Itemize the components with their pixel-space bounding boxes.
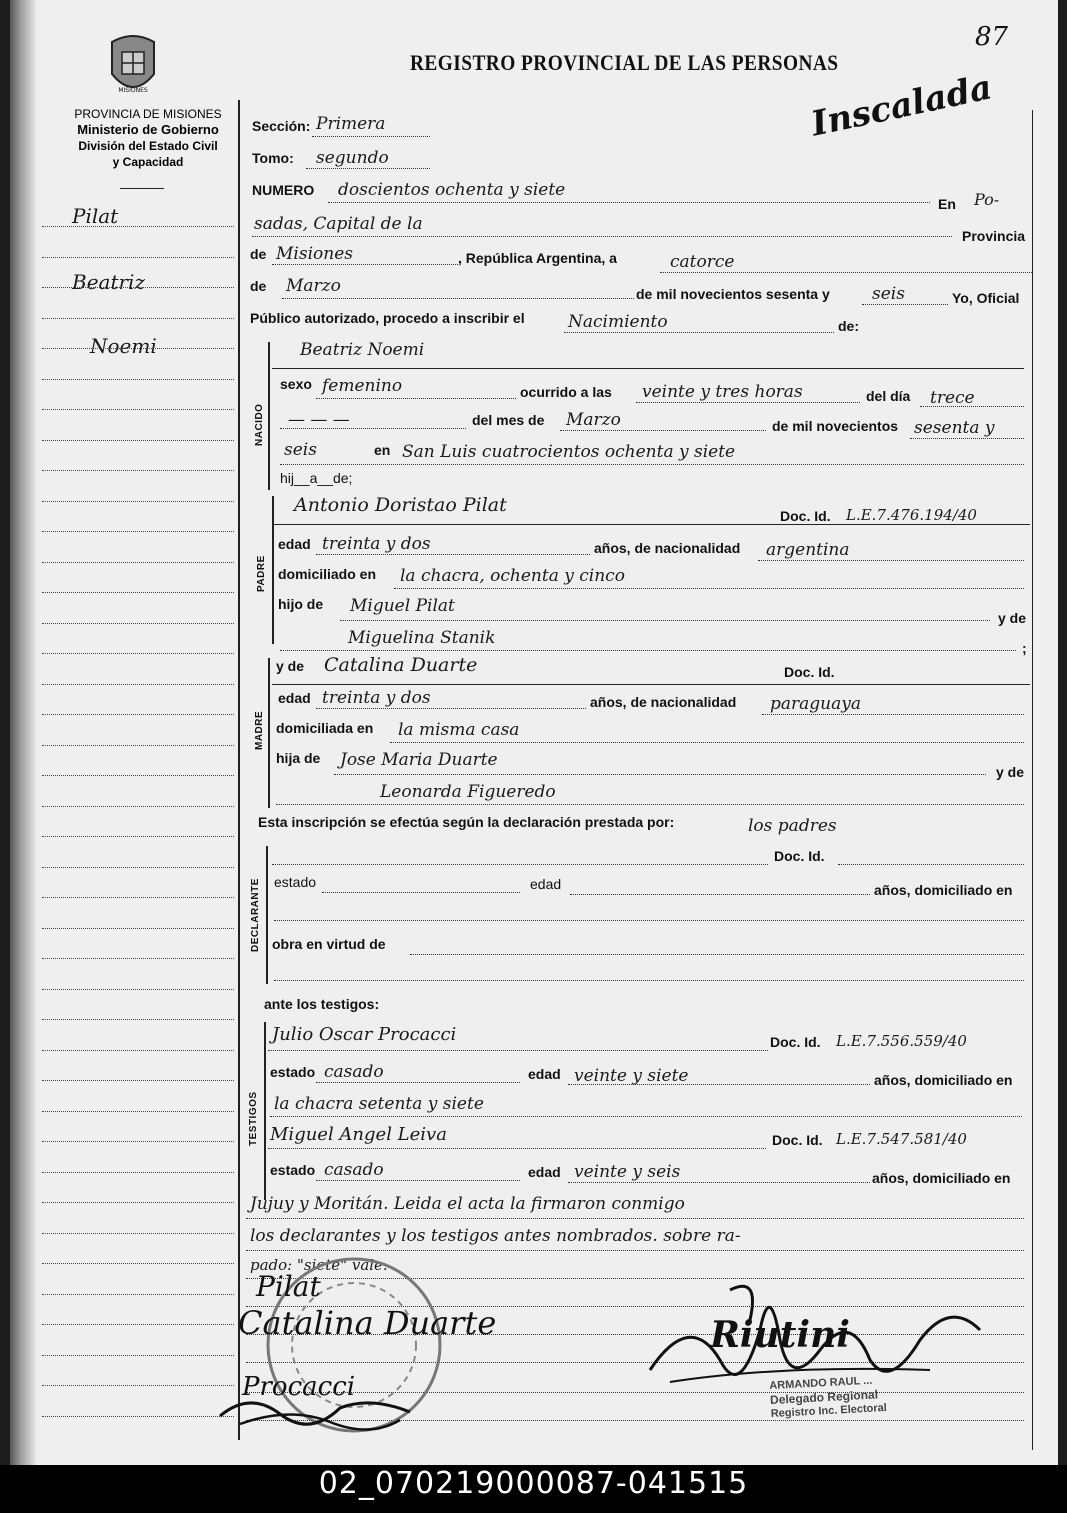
padre-yde-label: y de (998, 610, 1027, 626)
madre-name: Catalina Duarte (324, 654, 478, 676)
sidebar-rule (42, 1111, 234, 1112)
org-division: División del Estado Civil (78, 139, 218, 153)
madre-padre-de: Jose Maria Duarte (340, 750, 498, 770)
de2-label: de: (838, 318, 859, 334)
seccion-value: Primera (316, 114, 386, 134)
madre-madre-dots (276, 804, 1024, 805)
t2-doc-label: Doc. Id. (772, 1132, 823, 1148)
ante-testigos-label: ante los testigos: (264, 996, 380, 1012)
folio-number: 87 (975, 22, 1009, 52)
declarante-bracket (266, 846, 268, 984)
sidebar-rule (42, 531, 234, 532)
sidebar-rule (42, 745, 234, 746)
org-ministry: Ministerio de Gobierno (77, 122, 219, 137)
padre-bracket (272, 496, 274, 644)
padre-hijo-label: hijo de (278, 596, 324, 612)
madre-edad-dots (316, 708, 586, 709)
t1-name: Julio Oscar Procacci (272, 1024, 457, 1045)
sexo-value: femenino (322, 376, 403, 396)
padre-dom-value: la chacra, ochenta y cinco (400, 566, 625, 586)
publico-label: Público autorizado, procedo a inscribir el (250, 310, 525, 326)
de-label: de (250, 246, 267, 262)
declarante-dom-dots (274, 920, 1024, 921)
padre-madre-de: Miguelina Stanik (348, 628, 496, 648)
year-dots (862, 304, 948, 305)
sidebar-rule (42, 989, 234, 990)
dia-value: trece (930, 388, 975, 408)
sidebar-surname: Pilat (72, 204, 119, 228)
svg-text:MISIONES: MISIONES (118, 87, 148, 94)
declaracion-label: Esta inscripción se efectúa según la declaración prestada por: (258, 814, 675, 830)
declarante-edad-dots (570, 894, 870, 895)
madre-doc-label: Doc. Id. (784, 664, 835, 680)
anio-a-value: sesenta y (914, 418, 995, 438)
sidebar-rule (42, 470, 234, 471)
madre-dom-dots (390, 742, 1024, 743)
padre-name: Antonio Doristao Pilat (294, 494, 507, 516)
sidebar-rule (42, 562, 234, 563)
declarante-estado-dots (322, 892, 520, 893)
en-label: En (938, 196, 956, 212)
t1-anios-label: años, domiciliado en (874, 1072, 1013, 1088)
t1-edad-value: veinte y siete (574, 1066, 689, 1086)
en-lugar-label: en (374, 442, 391, 458)
sidebar-rule (42, 1172, 234, 1173)
sidebar-rule (42, 1202, 234, 1203)
mes-label: del mes de (472, 412, 545, 428)
padre-dom-dots (394, 588, 1024, 589)
mil-label: de mil novecientos (772, 418, 899, 434)
dash-dots (280, 428, 466, 429)
signature-duarte: Catalina Duarte (238, 1304, 497, 1342)
padre-padre-dots (340, 620, 990, 621)
t2-edad-value: veinte y seis (574, 1162, 681, 1182)
city-part-a: Po- (974, 190, 1000, 209)
sidebar-rule (42, 1233, 234, 1234)
sidebar-rule (42, 226, 234, 227)
t1-dom-dots (270, 1116, 1022, 1117)
madre-yde-label: y de (276, 658, 305, 674)
sidebar-rule (42, 1263, 234, 1264)
declarante-extra-dots (274, 980, 1024, 981)
act-dots (564, 332, 834, 333)
child-name-line (272, 368, 1024, 369)
closing-dots-1 (246, 1218, 1024, 1219)
signature-leiva-icon (210, 1386, 430, 1436)
tomo-value: segundo (316, 148, 389, 168)
sidebar-rule (42, 623, 234, 624)
anio-b-value: seis (284, 440, 317, 460)
hijo-label: hij__a__de; (280, 470, 353, 486)
numero-dots (328, 202, 930, 203)
sidebar-rule (42, 897, 234, 898)
madre-edad-value: treinta y dos (322, 688, 431, 708)
t2-name: Miguel Angel Leiva (270, 1124, 447, 1145)
sidebar-rule (42, 684, 234, 685)
sidebar-rule (42, 1050, 234, 1051)
main-right-border (1032, 110, 1033, 1450)
madre-name-line (272, 684, 1030, 685)
official-stamp (769, 1373, 887, 1421)
signature-procacci: Procacci (242, 1372, 356, 1402)
city-part-b: sadas, Capital de la (254, 214, 423, 234)
provincial-crest-icon (106, 28, 160, 102)
sidebar-rule (42, 928, 234, 929)
sidebar-rule (42, 409, 234, 410)
sidebar-rule (42, 379, 234, 380)
sidebar-rule (42, 318, 234, 319)
signature-pilat: Pilat (256, 1270, 321, 1303)
month-value: Marzo (286, 276, 341, 296)
madre-hija-label: hija de (276, 750, 321, 766)
declarante-obra-dots (410, 954, 1024, 955)
sidebar-rule (42, 1141, 234, 1142)
republica-label: , República Argentina, a (458, 250, 617, 266)
padre-doc-label: Doc. Id. (780, 508, 831, 524)
sexo-dots (316, 398, 516, 399)
city-dots (252, 236, 952, 237)
sidebar-rule (42, 1385, 234, 1386)
sidebar-rule (42, 348, 234, 349)
t2-anios-label: años, domiciliado en (872, 1170, 1011, 1186)
declarante-estado-label: estado (274, 874, 317, 890)
t1-doc-value: L.E.7.556.559/40 (836, 1032, 967, 1050)
closing-line-3: pado: "siete" vale. (250, 1256, 388, 1274)
sidebar-rule (42, 836, 234, 837)
padre-dom-label: domiciliado en (278, 566, 377, 582)
t1-estado-label: estado (270, 1064, 316, 1080)
testigos-bracket (264, 1022, 266, 1200)
declarante-doc-label: Doc. Id. (774, 848, 825, 864)
nacido-label: NACIDO (254, 403, 265, 446)
sidebar-rule (42, 714, 234, 715)
numero-label: NUMERO (252, 182, 315, 198)
madre-yde2-label: y de (996, 764, 1025, 780)
closing-line-2: los declarantes y los testigos antes nombrados. sobre ra- (250, 1226, 741, 1246)
sidebar-rule (42, 1019, 234, 1020)
hora-value: veinte y tres horas (642, 382, 803, 402)
declarante-doc-dots (838, 864, 1024, 865)
madre-nac-dots (762, 714, 1024, 715)
padre-nac-label: años, de nacionalidad (594, 540, 741, 556)
provincia-label: Provincia (962, 228, 1026, 244)
anio-a-dots (910, 438, 1024, 439)
declarante-edad-label: edad (530, 876, 562, 892)
t1-doc-label: Doc. Id. (770, 1034, 821, 1050)
official-signature: Riutini (710, 1314, 850, 1356)
official-stamp-line-2: Delegado Regional (769, 1387, 879, 1408)
padre-edad-label: edad (278, 536, 311, 552)
sidebar-rule (42, 287, 234, 288)
declarante-anios-label: años, domiciliado en (874, 882, 1013, 898)
sidebar-rule (42, 1080, 234, 1081)
lugar-value: San Luis cuatrocientos ochenta y siete (402, 442, 736, 462)
declarante-obra-label: obra en virtud de (272, 936, 386, 952)
sidebar-rule (42, 1324, 234, 1325)
declarante-label: DECLARANTE (250, 878, 261, 952)
mes-value: Marzo (566, 410, 621, 430)
madre-madre-de: Leonarda Figueredo (380, 782, 556, 802)
province-value: Misiones (276, 244, 353, 264)
t2-doc-value: L.E.7.547.581/40 (836, 1130, 967, 1148)
madre-padre-dots (334, 774, 986, 775)
seccion-dots (312, 136, 430, 137)
seccion-label: Sección: (252, 118, 311, 134)
t1-estado-dots (316, 1082, 520, 1083)
day-dots (660, 272, 1032, 273)
sidebar-rule (42, 440, 234, 441)
t2-estado-value: casado (324, 1160, 384, 1180)
act-value: Nacimiento (568, 312, 668, 332)
org-capacity: y Capacidad (112, 155, 184, 169)
dia-dots (920, 406, 1024, 407)
sidebar-rule (42, 1294, 234, 1295)
t2-estado-label: estado (270, 1162, 316, 1178)
dash-value: — — — (288, 410, 350, 430)
sidebar-name-1: Beatriz (72, 270, 145, 294)
madre-nac-value: paraguaya (770, 694, 861, 714)
tomo-dots (306, 168, 430, 169)
file-id: 02_070219000087-041515 (318, 1466, 749, 1501)
de-month-label: de (250, 278, 267, 294)
hora-dots (636, 402, 860, 403)
declaracion-value: los padres (748, 816, 837, 836)
lugar-dots (280, 464, 1024, 465)
year-value: seis (872, 284, 905, 304)
t1-edad-dots (568, 1084, 870, 1085)
official-stamp-line-1: ARMANDO RAUL ... (769, 1374, 873, 1393)
t1-edad-label: edad (528, 1066, 561, 1082)
sidebar-rule (42, 501, 234, 502)
main-left-border (238, 100, 240, 1440)
sidebar-rule (42, 867, 234, 868)
sidebar-rule (42, 1416, 234, 1417)
numero-value: doscientos ochenta y siete (338, 180, 566, 200)
month-dots (282, 298, 634, 299)
padre-nac-value: argentina (766, 540, 850, 560)
madre-label: MADRE (254, 710, 265, 750)
t1-name-dots (268, 1050, 768, 1051)
sidebar-rule (42, 257, 234, 258)
sexo-label: sexo (280, 376, 312, 392)
year-label: de mil novecientos sesenta y (636, 286, 830, 302)
padre-madre-dots (280, 650, 1016, 651)
declarante-name-dots-a (272, 864, 768, 865)
child-name: Beatriz Noemi (300, 340, 425, 360)
padre-doc-value: L.E.7.476.194/40 (846, 506, 977, 524)
t2-estado-dots (316, 1180, 520, 1181)
official-stamp-line-3: Registro Inc. Electoral (770, 1401, 888, 1421)
province-dots (272, 264, 458, 265)
madre-nac-label: años, de nacionalidad (590, 694, 737, 710)
org-divider (120, 188, 164, 189)
padre-label: PADRE (256, 555, 267, 592)
transcribed-stamp: Inscalada (807, 67, 996, 145)
sidebar-rule (42, 653, 234, 654)
tomo-label: Tomo: (252, 150, 294, 166)
padre-nac-dots (758, 560, 1024, 561)
binding-shadow (10, 0, 36, 1465)
madre-edad-label: edad (278, 690, 311, 706)
register-page (10, 0, 1058, 1465)
sidebar-rule (42, 806, 234, 807)
closing-line-1: Jujuy y Moritán. Leida el acta la firmaron conmigo (250, 1194, 685, 1214)
sidebar-rule (42, 958, 234, 959)
day-value: catorce (670, 252, 735, 272)
org-header (48, 106, 248, 170)
sidebar-name-2: Noemi (90, 334, 157, 358)
padre-padre-de: Miguel Pilat (350, 596, 455, 616)
madre-bracket (268, 658, 270, 808)
padre-edad-value: treinta y dos (322, 534, 431, 554)
testigos-label: TESTIGOS (248, 1091, 259, 1146)
madre-dom-label: domiciliada en (276, 720, 374, 736)
t2-edad-label: edad (528, 1164, 561, 1180)
t1-dom-value: la chacra setenta y siete (274, 1094, 484, 1114)
sidebar-rule (42, 592, 234, 593)
padre-edad-dots (316, 554, 590, 555)
t1-estado-value: casado (324, 1062, 384, 1082)
sidebar-rule (42, 775, 234, 776)
t2-name-dots (268, 1148, 766, 1149)
sidebar-rule (42, 1355, 234, 1356)
page-title: REGISTRO PROVINCIAL DE LAS PERSONAS (410, 50, 839, 75)
t2-edad-dots (568, 1182, 870, 1183)
madre-dom-value: la misma casa (398, 720, 520, 740)
oficial-label: Yo, Oficial (952, 290, 1020, 306)
nacido-bracket (268, 342, 270, 490)
org-province: PROVINCIA DE MISIONES (74, 107, 222, 121)
del-dia-label: del día (866, 388, 911, 404)
padre-semicolon: ; (1022, 640, 1027, 656)
padre-name-line (274, 524, 1030, 525)
mes-dots (560, 430, 766, 431)
ocurrido-label: ocurrido a las (520, 384, 612, 400)
